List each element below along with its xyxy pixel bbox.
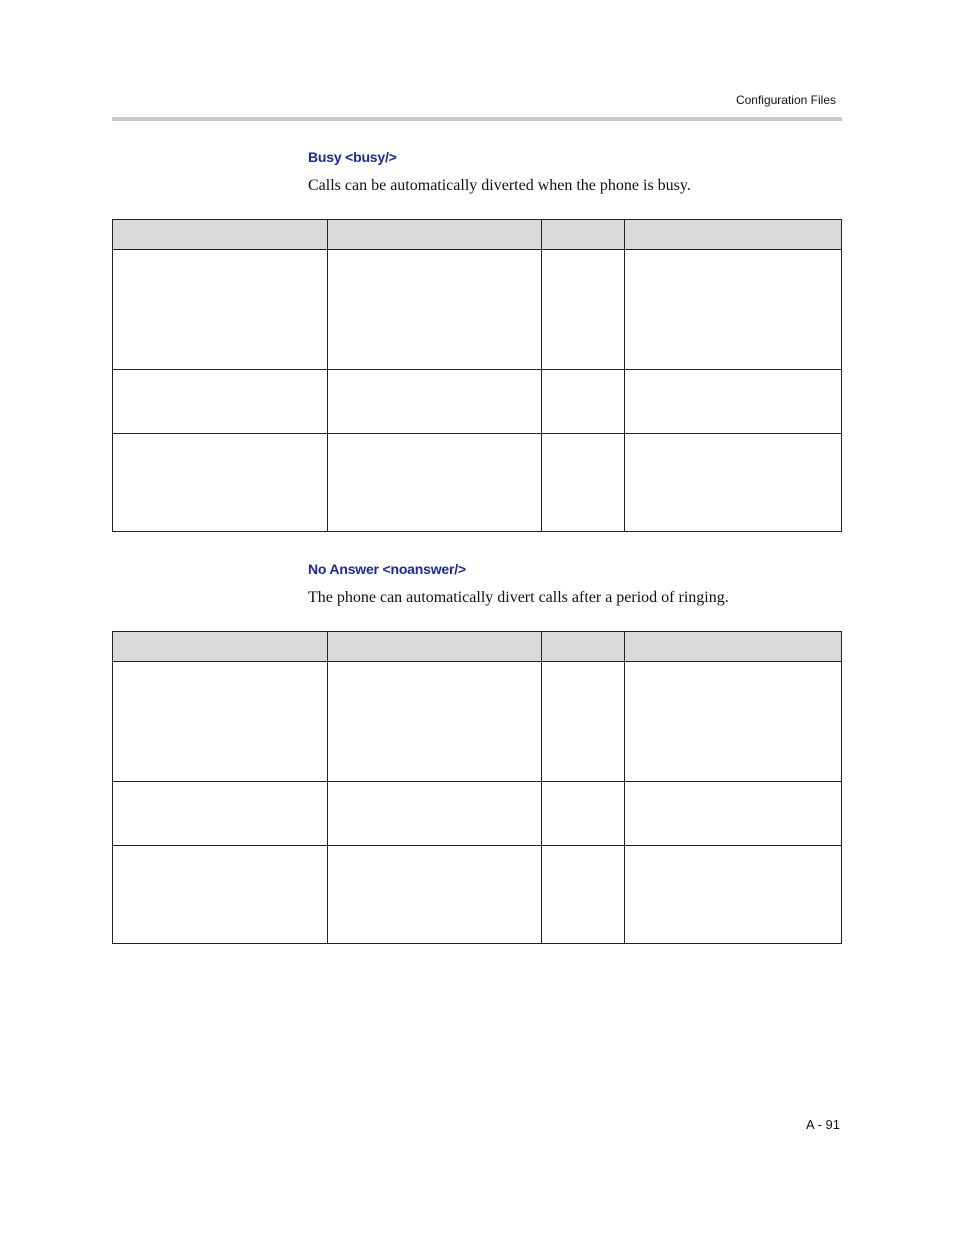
table-cell: [541, 370, 624, 434]
table-row: [113, 250, 842, 370]
table-cell: [624, 782, 841, 846]
table-row: [113, 434, 842, 532]
table-cell: [541, 250, 624, 370]
table-header-cell: [541, 220, 624, 250]
table-cell: [328, 846, 541, 944]
table-cell: [624, 846, 841, 944]
table-header-cell: [541, 632, 624, 662]
table-row: [113, 782, 842, 846]
table-cell: [113, 434, 328, 532]
table-cell: [328, 662, 541, 782]
table-cell: [113, 370, 328, 434]
busy-section-heading: Busy <busy/>: [308, 149, 397, 165]
noanswer-section-description: The phone can automatically divert calls after a period of ringing.: [308, 589, 729, 606]
table-cell: [328, 782, 541, 846]
table-cell: [113, 782, 328, 846]
table-cell: [113, 250, 328, 370]
busy-section-description: Calls can be automatically diverted when the phone is busy.: [308, 177, 691, 194]
table-row: [113, 662, 842, 782]
table-row: [113, 370, 842, 434]
table-cell: [328, 434, 541, 532]
table-cell: [541, 846, 624, 944]
page-number: A - 91: [806, 1117, 840, 1132]
table-cell: [541, 782, 624, 846]
noanswer-parameter-table: [112, 631, 842, 944]
table-header-cell: [328, 220, 541, 250]
running-header: Configuration Files: [735, 93, 836, 107]
table-cell: [624, 250, 841, 370]
table-cell: [541, 662, 624, 782]
table-cell: [328, 370, 541, 434]
table-header-row: [113, 220, 842, 250]
table-header-cell: [113, 632, 328, 662]
table-header-cell: [328, 632, 541, 662]
table-header-cell: [624, 220, 841, 250]
table-cell: [328, 250, 541, 370]
table-cell: [624, 370, 841, 434]
table-cell: [113, 846, 328, 944]
table-header-cell: [113, 220, 328, 250]
table-cell: [541, 434, 624, 532]
table-row: [113, 846, 842, 944]
table-cell: [624, 434, 841, 532]
table-header-row: [113, 632, 842, 662]
header-divider: [112, 117, 842, 121]
table-cell: [113, 662, 328, 782]
table-header-cell: [624, 632, 841, 662]
busy-parameter-table: [112, 219, 842, 532]
table-cell: [624, 662, 841, 782]
noanswer-section-heading: No Answer <noanswer/>: [308, 561, 466, 577]
